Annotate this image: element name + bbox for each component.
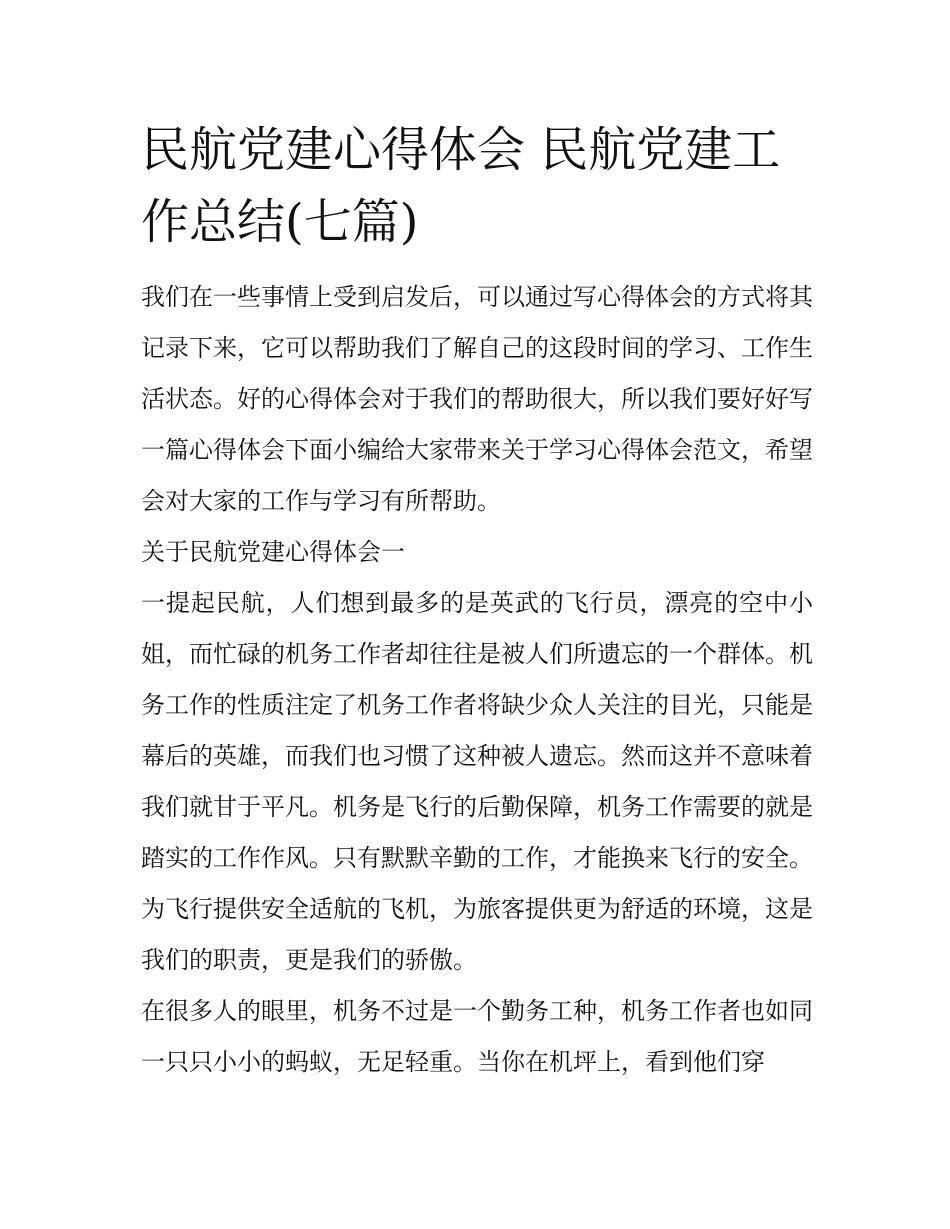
body-paragraph: 一提起民航，人们想到最多的是英武的飞行员，漂亮的空中小姐，而忙碌的机务工作者却往往是被人们所遗忘的一个群体。机务工作的性质注定了机务工作者将缺少众人关注的目光，只能是幕后的英雄，而我们也习惯了这种被人遗忘。然而这并不意味着我们就甘于平凡。机务是飞行的后勤保障，机务工作需要的就是踏实的工作作风。只有默默辛勤的工作，才能换来飞行的安全。为飞行提供安全适航的飞机，为旅客提供更为舒适的环境，这是我们的职责，更是我们的骄傲。 bbox=[141, 589, 813, 974]
intro-paragraph: 我们在一些事情上受到启发后，可以通过写心得体会的方式将其记录下来，它可以帮助我们了解自己的这段时间的学习、工作生活状态。好的心得体会对于我们的帮助很大，所以我们要好好写一篇心得体会下面小编给大家带来关于学习心得体会范文，希望会对大家的工作与学习有所帮助。 bbox=[141, 283, 813, 515]
document-body bbox=[141, 272, 813, 1088]
document-content bbox=[141, 114, 813, 1088]
body-paragraph: 在很多人的眼里，机务不过是一个勤务工种，机务工作者也如同一只只小小的蚂蚁，无足轻重。当你在机坪上，看到他们穿 bbox=[141, 997, 813, 1076]
document-title: 民航党建心得体会 民航党建工作总结(七篇) bbox=[141, 122, 781, 250]
section-heading: 关于民航党建心得体会一 bbox=[141, 538, 405, 566]
